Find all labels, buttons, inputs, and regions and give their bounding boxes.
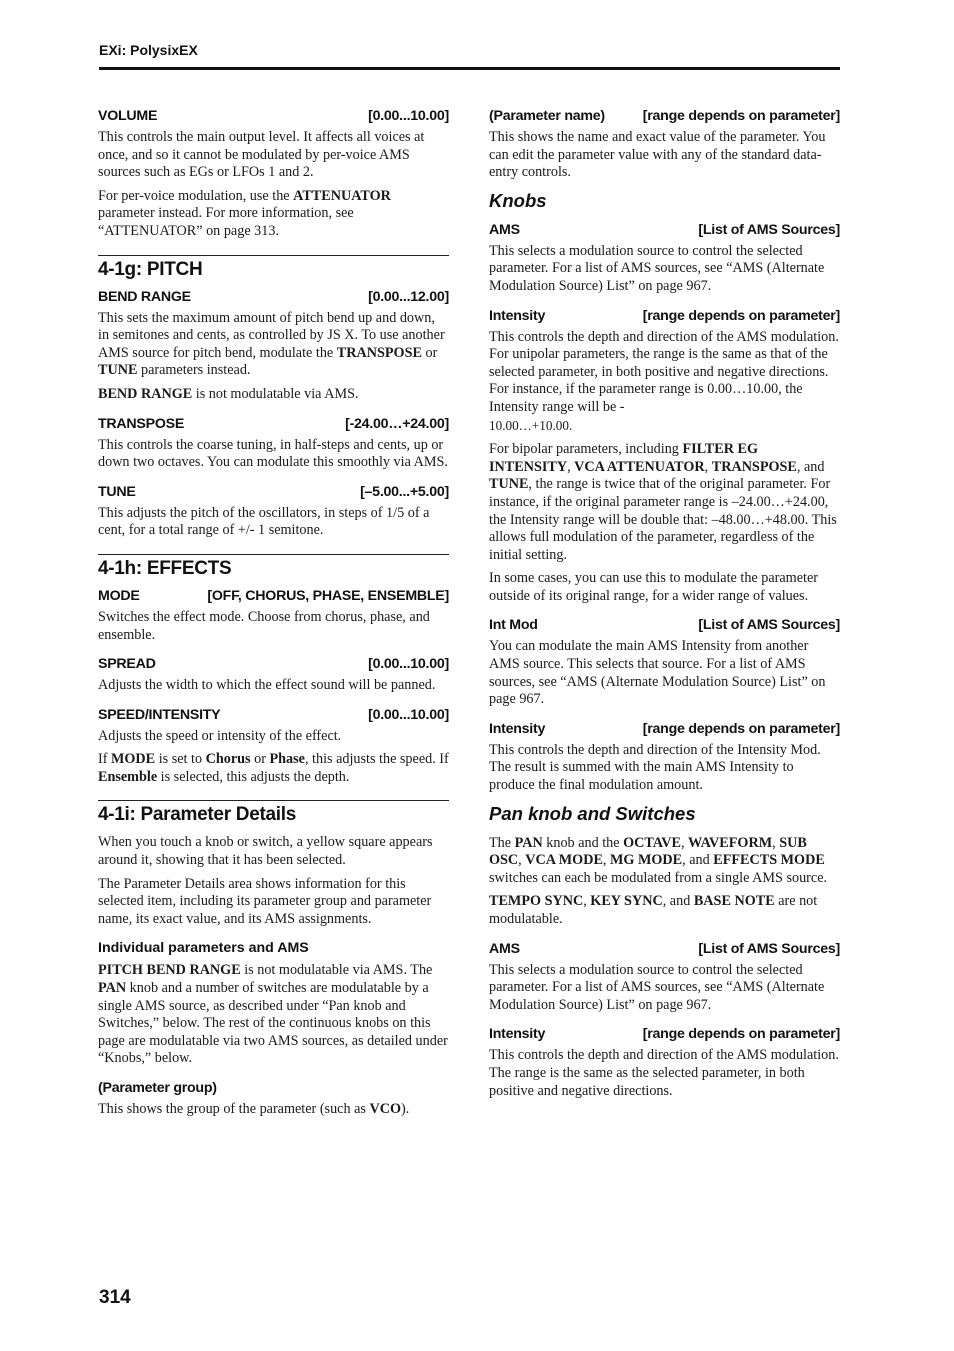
param-name: Intensity <box>489 1026 546 1043</box>
param-intensity <box>489 308 840 324</box>
paragraph: This controls the depth and direction of the AMS modulation. For unipolar parameters, the range is the same as that of the selected parameter, in both positive and negative directions. For instance, if the parameter range is 0.00…10.00, the Intensity range will be - 10.00…+10.00. <box>489 328 839 433</box>
italic-heading-pan: Pan knob and Switches <box>489 802 696 824</box>
paragraph: This adjusts the pitch of the oscillators, in steps of 1/5 of a cent, for a total range of +/- 1 semitone. <box>98 504 430 539</box>
paragraph: This sets the maximum amount of pitch bend up and down, in semitones and cents, as controlled by JS X. To use another AMS source for pitch bend, modulate the TRANSPOSE or TUNE parameters instead. <box>98 309 445 379</box>
param-range: [–5.00...+5.00] <box>360 483 449 500</box>
param-name: Int Mod <box>489 617 538 634</box>
left-column <box>98 108 449 1125</box>
section-heading: 4-1i: Parameter Details <box>98 804 296 826</box>
param-speed-intensity <box>98 707 449 723</box>
paragraph: BEND RANGE is not modulatable via AMS. <box>98 385 359 402</box>
page-number: 314 <box>99 1287 131 1308</box>
paragraph: This shows the name and exact value of the parameter. You can edit the parameter value with any of the standard data-entry controls. <box>489 129 826 181</box>
param-name: SPEED/INTENSITY <box>98 706 221 723</box>
paragraph: This controls the depth and direction of the AMS modulation. The range is the same as the selected parameter, in both positive and negative directions. <box>489 1047 839 1099</box>
section-parameter-details <box>98 800 449 826</box>
paragraph: This controls the main output level. It affects all voices at once, and so it cannot be modulated by per-voice AMS sources such as EGs or LFOs 1 and 2. <box>98 129 425 181</box>
header-rule <box>99 67 840 70</box>
paragraph: The PAN knob and the OCTAVE, WAVEFORM, SUB OSC, VCA MODE, MG MODE, and EFFECTS MODE switches can each be modulated from a single AMS source. <box>489 834 828 886</box>
param-parameter-name <box>489 108 840 124</box>
param-intensity <box>489 1026 840 1042</box>
paragraph: TEMPO SYNC, KEY SYNC, and BASE NOTE are not modulatable. <box>489 893 818 927</box>
param-name: Intensity <box>489 720 546 737</box>
param-range: [0.00...12.00] <box>368 288 449 305</box>
param-range: [range depends on parameter] <box>642 108 840 124</box>
paragraph: Adjusts the speed or intensity of the effect. <box>98 727 342 744</box>
param-range: [OFF, CHORUS, PHASE, ENSEMBLE] <box>207 587 449 604</box>
param-name: AMS <box>489 940 520 957</box>
param-name: VOLUME <box>98 108 158 124</box>
italic-heading-knobs: Knobs <box>489 189 547 211</box>
subheading: Individual parameters and AMS <box>98 940 309 957</box>
param-range: [0.00...10.00] <box>368 706 449 723</box>
param-ams <box>489 222 840 238</box>
paragraph: This controls the depth and direction of the Intensity Mod. The result is summed with the main AMS Intensity to produce the final modulation amount. <box>489 741 821 794</box>
paragraph: In some cases, you can use this to modulate the parameter outside of its original range, for a wider range of values. <box>489 570 818 604</box>
param-name: (Parameter group) <box>98 1080 217 1096</box>
param-name: AMS <box>489 221 520 238</box>
running-header: EXi: PolysixEX <box>99 42 198 58</box>
param-transpose <box>98 416 449 432</box>
paragraph: For bipolar parameters, including FILTER EG INTENSITY, VCA ATTENUATOR, TRANSPOSE, and TUNE, the range is twice that of the original parameter. For instance, if the original parameter range is –24.00…+24.00, the Intensity range will be double that: –48.00…+48.00. This allows full modulation of the parameter, regardless of the initial setting. <box>489 441 837 563</box>
param-mode <box>98 588 449 604</box>
paragraph: This controls the coarse tuning, in half-steps and cents, up or down two octaves. You can modulate this smoothly via AMS. <box>98 436 448 471</box>
param-name: BEND RANGE <box>98 288 191 305</box>
param-range: [List of AMS Sources] <box>698 617 840 634</box>
section-pitch <box>98 255 449 281</box>
paragraph: Switches the effect mode. Choose from chorus, phase, and ensemble. <box>98 608 430 643</box>
param-range: [range depends on parameter] <box>642 1026 840 1043</box>
paragraph: If MODE is set to Chorus or Phase, this adjusts the speed. If Ensemble is selected, this adjusts the depth. <box>98 751 449 785</box>
paragraph: This selects a modulation source to control the selected parameter. For a list of AMS sources, see “AMS (Alternate Modulation Source) List” on page 967. <box>489 242 825 294</box>
param-int-mod <box>489 617 840 633</box>
paragraph: PITCH BEND RANGE is not modulatable via AMS. The PAN knob and a number of switches are modulatable by a single AMS source, as described under “Pan knob and Switches,” below. The rest of the continuous knobs on this page are modulatable via two AMS sources, as detailed under “Knobs,” below. <box>98 962 448 1067</box>
param-volume <box>98 108 449 124</box>
section-effects <box>98 554 449 580</box>
param-name: SPREAD <box>98 656 156 673</box>
param-tune <box>98 484 449 500</box>
param-intensity <box>489 721 840 737</box>
param-range: [List of AMS Sources] <box>698 221 840 238</box>
paragraph: You can modulate the main AMS Intensity from another AMS source. This selects that source. For a list of AMS sources, see “AMS (Alternate Modulation Source) List” on page 967. <box>489 638 826 708</box>
param-range: [range depends on parameter] <box>642 720 840 737</box>
section-heading: 4-1g: PITCH <box>98 258 203 280</box>
param-spread <box>98 656 449 672</box>
paragraph: This shows the group of the parameter (such as VCO). <box>98 1101 410 1117</box>
paragraph: When you touch a knob or switch, a yellow square appears around it, showing that it has been selected. <box>98 834 433 869</box>
param-name: TRANSPOSE <box>98 415 185 432</box>
param-name: MODE <box>98 587 140 604</box>
param-range: [0.00...10.00] <box>368 108 449 124</box>
right-column <box>489 108 840 1106</box>
param-range: [-24.00…+24.00] <box>345 415 449 432</box>
param-bend-range <box>98 289 449 305</box>
param-range: [List of AMS Sources] <box>698 940 840 957</box>
param-name: (Parameter name) <box>489 108 605 124</box>
param-name: Intensity <box>489 307 546 324</box>
section-heading: 4-1h: EFFECTS <box>98 557 232 579</box>
param-ams <box>489 941 840 957</box>
param-name: TUNE <box>98 483 136 500</box>
param-group <box>98 1080 449 1096</box>
paragraph: This selects a modulation source to control the selected parameter. For a list of AMS sources, see “AMS (Alternate Modulation Source) List” on page 967. <box>489 961 825 1013</box>
paragraph: For per-voice modulation, use the ATTENUATOR parameter instead. For more information, see “ATTENUATOR” on page 313. <box>98 187 391 239</box>
param-range: [range depends on parameter] <box>642 307 840 324</box>
paragraph: Adjusts the width to which the effect sound will be panned. <box>98 677 436 694</box>
paragraph: The Parameter Details area shows information for this selected item, including its parameter group and parameter name, its exact value, and its AMS assignments. <box>98 875 432 927</box>
param-range: [0.00...10.00] <box>368 656 449 673</box>
